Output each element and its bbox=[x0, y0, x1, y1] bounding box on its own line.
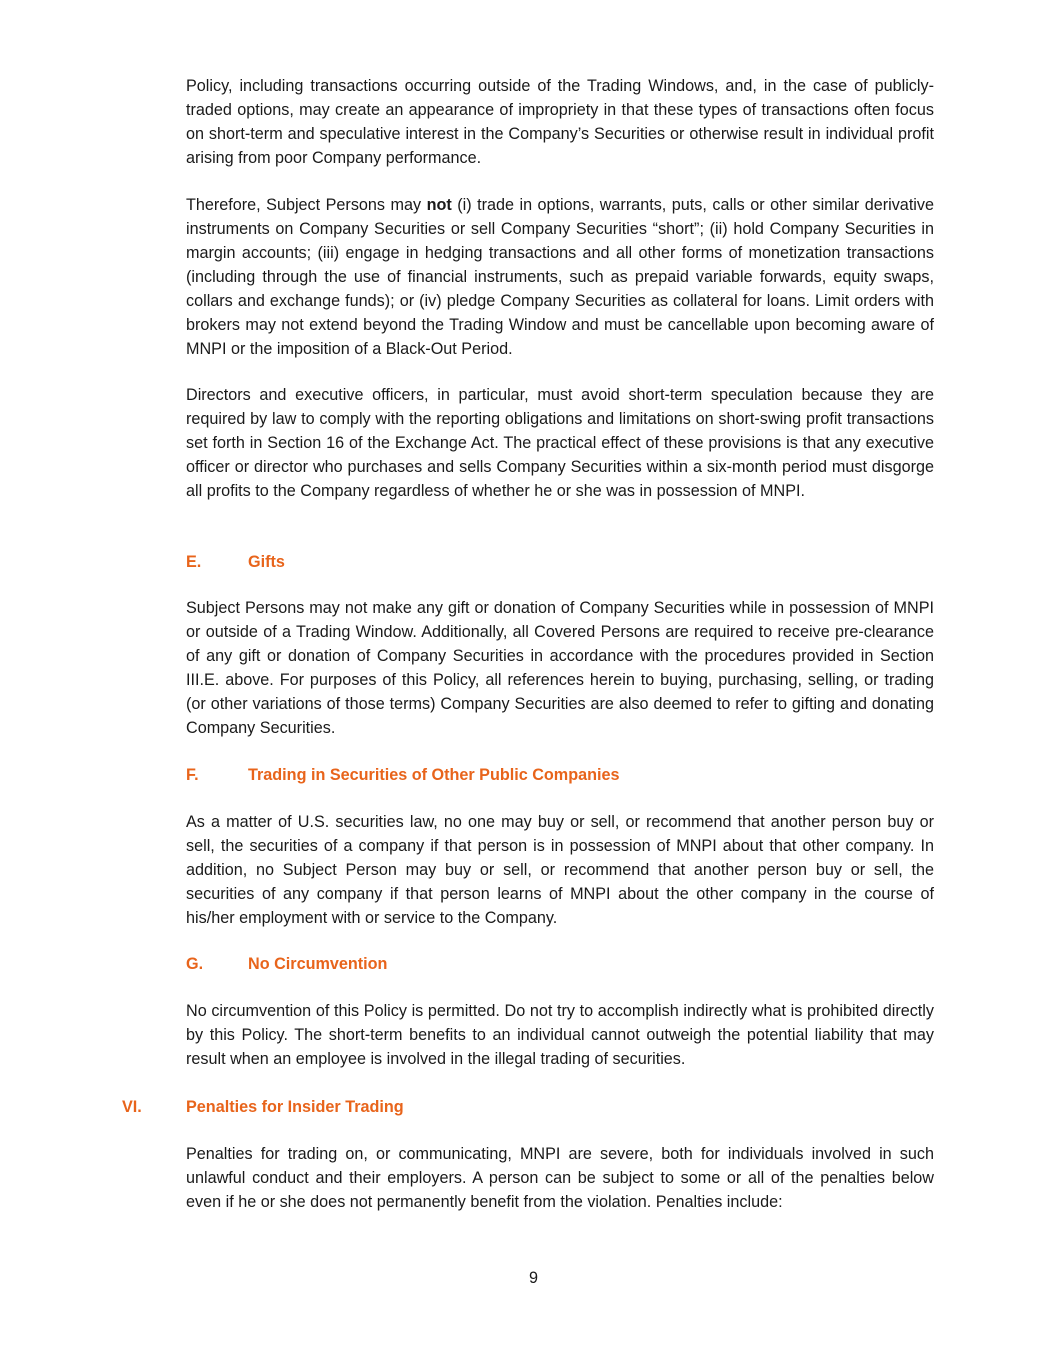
page-number: 9 bbox=[528, 1269, 538, 1287]
paragraph-gifts: Subject Persons may not make any gift or donation of Company Securities while in possession of MNPI or outside of a Trading Window. Additionally, all Covered Persons are required to receive pre-clearance of any gift or donation of Company Securities in accordance with the procedures provided in Section III.E. above. For purposes of this Policy, all references herein to buying, purchasing, selling, or trading (or other variations of those terms) Company Securities are also deemed to refer to gifting and donating Company Securities. bbox=[186, 599, 934, 737]
section-e-letter: E. bbox=[186, 553, 202, 571]
section-vi-title: Penalties for Insider Trading bbox=[186, 1098, 404, 1116]
paragraph-derivatives-intro: Policy, including transactions occurring outside of the Trading Windows, and, in the case of publicly-traded options, may create an appearance of impropriety in that these types of transactions often focus on short-term and speculative interest in the Company’s Securities or otherwise result in individual profit arising from poor Company performance. bbox=[186, 77, 934, 167]
section-vi-number: VI. bbox=[122, 1098, 142, 1116]
section-g-title: No Circumvention bbox=[248, 955, 388, 973]
emphasis-not: not bbox=[426, 196, 452, 214]
paragraph-text: Therefore, Subject Persons may bbox=[186, 196, 427, 214]
paragraph-prohibited-transactions bbox=[186, 193, 934, 361]
section-f-title: Trading in Securities of Other Public Companies bbox=[248, 766, 620, 784]
section-e-title: Gifts bbox=[248, 553, 285, 571]
section-f-letter: F. bbox=[186, 766, 199, 784]
paragraph-directors-officers: Directors and executive officers, in particular, must avoid short-term speculation because they are required by law to comply with the reporting obligations and limitations on short-swing profit transactions set forth in Section 16 of the Exchange Act. The practical effect of these provisions is that any executive officer or director who purchases and sells Company Securities within a six-month period must disgorge all profits to the Company regardless of whether he or she was in possession of MNPI. bbox=[186, 386, 934, 500]
section-g-letter: G. bbox=[186, 955, 204, 973]
paragraph-no-circumvention: No circumvention of this Policy is permitted. Do not try to accomplish indirectly what is prohibited directly by this Policy. The short-term benefits to an individual cannot outweigh the potential liability that may result when an employee is involved in the illegal trading of securities. bbox=[186, 1002, 934, 1068]
paragraph-text: (i) trade in options, warrants, puts, calls or other similar derivative instruments on Company Securities or sell Company Securities “short”; (ii) hold Company Securities in margin accounts; (iii) engage in hedging transactions and all other forms of monetization transactions (including through the use of financial instruments, such as prepaid variable forwards, equity swaps, collars and exchange funds); or (iv) pledge Company Securities as collateral for loans. Limit orders with brokers may not extend beyond the Trading Window and must be cancellable upon becoming aware of MNPI or the imposition of a Black-Out Period. bbox=[186, 196, 935, 358]
paragraph-penalties: Penalties for trading on, or communicating, MNPI are severe, both for individuals involved in such unlawful conduct and their employers. A person can be subject to some or all of the penalties below even if he or she does not permanently benefit from the violation. Penalties include: bbox=[186, 1145, 934, 1211]
paragraph-other-public-companies: As a matter of U.S. securities law, no one may buy or sell, or recommend that another person buy or sell, the securities of a company if that person is in possession of MNPI about that other company. In addition, no Subject Person may buy or sell, or recommend that another person buy or sell, the securities of any company if that person learns of MNPI about the other company in the course of his/her employment with or service to the Company. bbox=[186, 813, 934, 927]
